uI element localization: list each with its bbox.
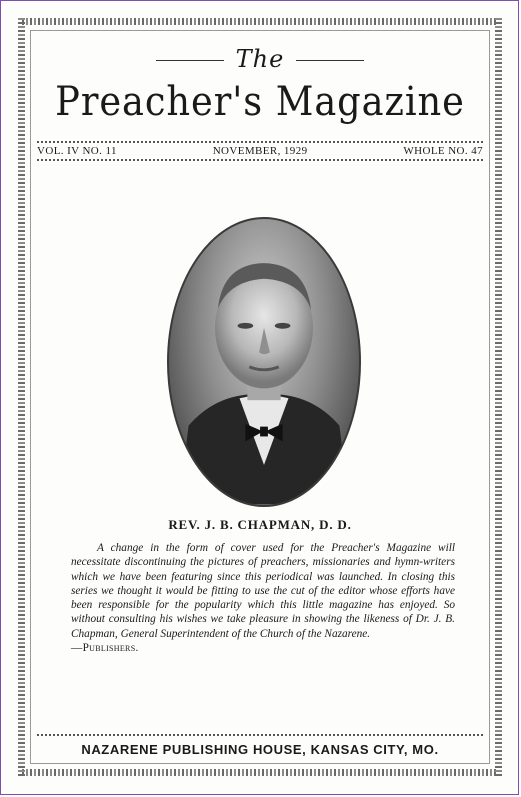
border-ornament-top: [22, 18, 498, 25]
masthead-rule-left: [156, 60, 224, 61]
masthead-divider-top: [37, 141, 483, 143]
issue-whole-number: WHOLE NO. 47: [403, 145, 483, 157]
border-ornament-left: [18, 18, 25, 776]
masthead-title: Preacher's Magazine: [55, 79, 465, 125]
masthead-the: [31, 45, 489, 73]
issue-date: NOVEMBER, 1929: [212, 145, 308, 157]
issue-volume: VOL. IV NO. 11: [37, 145, 117, 157]
caption-signature: —Publishers.: [71, 642, 139, 655]
border-ornament-bottom: [22, 769, 498, 776]
border-ornament-right: [495, 18, 502, 776]
issue-info-row: [37, 145, 483, 157]
portrait-photo: [167, 217, 361, 507]
portrait-caption-name: REV. J. B. CHAPMAN, D. D.: [168, 517, 352, 532]
cover-inner-panel: [30, 30, 490, 764]
masthead-divider-bottom: [37, 159, 483, 161]
masthead-the-text: The: [235, 45, 285, 73]
masthead-rule-right: [296, 60, 364, 61]
portrait-illustration: [169, 219, 359, 505]
caption-text: A change in the form of cover used for the Preacher's Magazine will necessitate discontinuing the pictures of preachers, missionaries and hymn-writers which we have been featuring since this periodical was launched. In closing this series we thought it would be fitting to use the cut of the editor whose efforts have been responsible for the popularity which this little magazine has enjoyed. So without consulting his wishes we take pleasure in showing the likeness of Dr. J. B. Chapman, General Superintendent of the Church of the Nazarene.: [71, 542, 455, 640]
publisher-line: NAZARENE PUBLISHING HOUSE, KANSAS CITY, MO.: [81, 742, 439, 757]
cover-caption: [71, 541, 455, 655]
magazine-cover: [2, 2, 518, 794]
footer-divider: [37, 734, 483, 736]
